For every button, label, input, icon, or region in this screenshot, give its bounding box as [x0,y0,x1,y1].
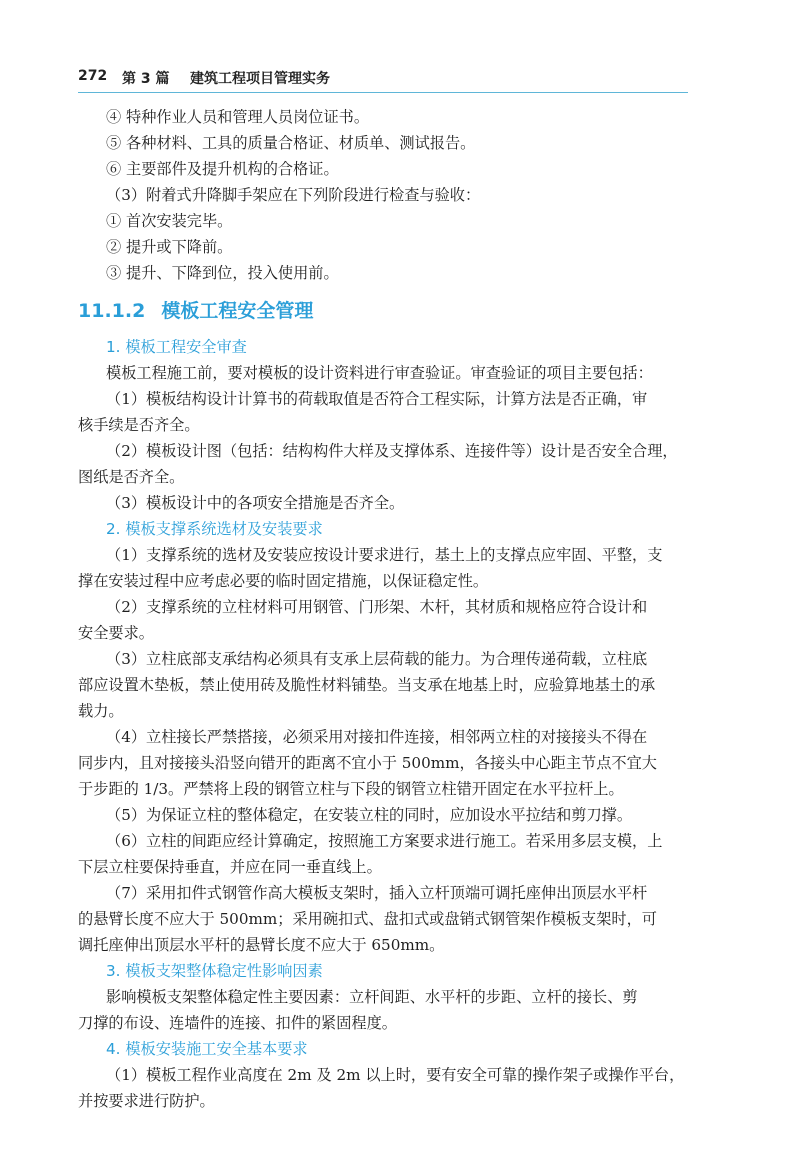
text-line: ② 提升或下降前。 [106,238,233,256]
text-line: ① 首次安装完毕。 [106,212,233,230]
text-line: 图纸是否齐全。 [78,468,185,486]
text-line: 影响模板支架整体稳定性主要因素：立杆间距、水平杆的步距、立杆的接长、剪 [106,988,638,1006]
text-line: （1）支撑系统的选材及安装应按设计要求进行，基土上的支撑点应牢固、平整，支 [106,546,663,564]
text-line: 部应设置木垫板，禁止使用砖及脆性材料铺垫。当支承在地基上时，应验算地基土的承 [78,676,656,694]
text-line: 载力。 [78,702,124,720]
text-line: ⑥ 主要部件及提升机构的合格证。 [106,160,339,178]
page-number: 272 [78,68,108,84]
text-line: 核手续是否齐全。 [78,416,200,434]
text-line: （1）模板工程作业高度在 2m 及 2m 以上时，要有安全可靠的操作架子或操作平台， [106,1066,685,1084]
text-line: 下层立柱要保持垂直，并应在同一垂直线上。 [78,858,382,876]
text-line: （5）为保证立柱的整体稳定，在安装立柱的同时，应加设水平拉结和剪刀撑。 [106,806,633,824]
text-line: （6）立柱的间距应经计算确定，按照施工方案要求进行施工。若采用多层支模，上 [106,832,663,850]
section-heading [78,288,690,334]
text-line: （1）模板结构设计计算书的荷载取值是否符合工程实际，计算方法是否正确，审 [106,390,648,408]
running-header [78,64,688,93]
subsection-heading: 1. 模板工程安全审查 [106,338,247,356]
section-title: 模板工程安全管理 [161,300,314,322]
text-line: 撑在安装过程中应考虑必要的临时固定措施，以保证稳定性。 [78,572,489,590]
text-line: ⑤ 各种材料、工具的质量合格证、材质单、测试报告。 [106,134,476,152]
subsection-heading: 2. 模板支撑系统选材及安装要求 [106,520,323,538]
text-line: 刀撑的布设、连墙件的连接、扣件的紧固程度。 [78,1014,397,1032]
text-line: （2）模板设计图（包括：结构构件大样及支撑体系、连接件等）设计是否安全合理， [106,442,678,460]
text-line: 的悬臂长度不应大于 500mm；采用碗扣式、盘扣式或盘销式钢管架作模板支架时，可 [78,910,657,928]
text-line: 安全要求。 [78,624,154,642]
text-line: 模板工程施工前，要对模板的设计资料进行审查验证。审查验证的项目主要包括： [106,364,653,382]
text-line: （3）模板设计中的各项安全措施是否齐全。 [106,494,405,512]
text-line: （2）支撑系统的立柱材料可用钢管、门形架、木杆，其材质和规格应符合设计和 [106,598,648,616]
text-line: （3）立柱底部支承结构必须具有支承上层荷载的能力。为合理传递荷载，立柱底 [106,650,648,668]
subsection-heading: 3. 模板支架整体稳定性影响因素 [106,962,323,980]
text-line: 并按要求进行防护。 [78,1092,215,1110]
text-line: （4）立柱接长严禁搭接，必须采用对接扣件连接，相邻两立柱的对接接头不得在 [106,728,648,746]
text-line: ③ 提升、下降到位，投入使用前。 [106,264,339,282]
text-line: 调托座伸出顶层水平杆的悬臂长度不应大于 650mm。 [78,936,445,954]
text-line: 于步距的 1/3。严禁将上段的钢管立柱与下段的钢管立柱错开固定在水平拉杆上。 [78,780,624,798]
part-label: 第 3 篇 [122,71,170,87]
page-body [78,104,690,1114]
section-number: 11.1.2 [78,300,146,322]
text-line: 同步内，且对接接头沿竖向错开的距离不宜小于 500mm，各接头中心距主节点不宜大 [78,754,657,772]
text-line: ④ 特种作业人员和管理人员岗位证书。 [106,108,370,126]
chapter-title: 建筑工程项目管理实务 [190,71,330,87]
text-line: （3）附着式升降脚手架应在下列阶段进行检查与验收： [106,186,481,204]
text-line: （7）采用扣件式钢管作高大模板支架时，插入立杆顶端可调托座伸出顶层水平杆 [106,884,648,902]
subsection-heading: 4. 模板安装施工安全基本要求 [106,1040,308,1058]
